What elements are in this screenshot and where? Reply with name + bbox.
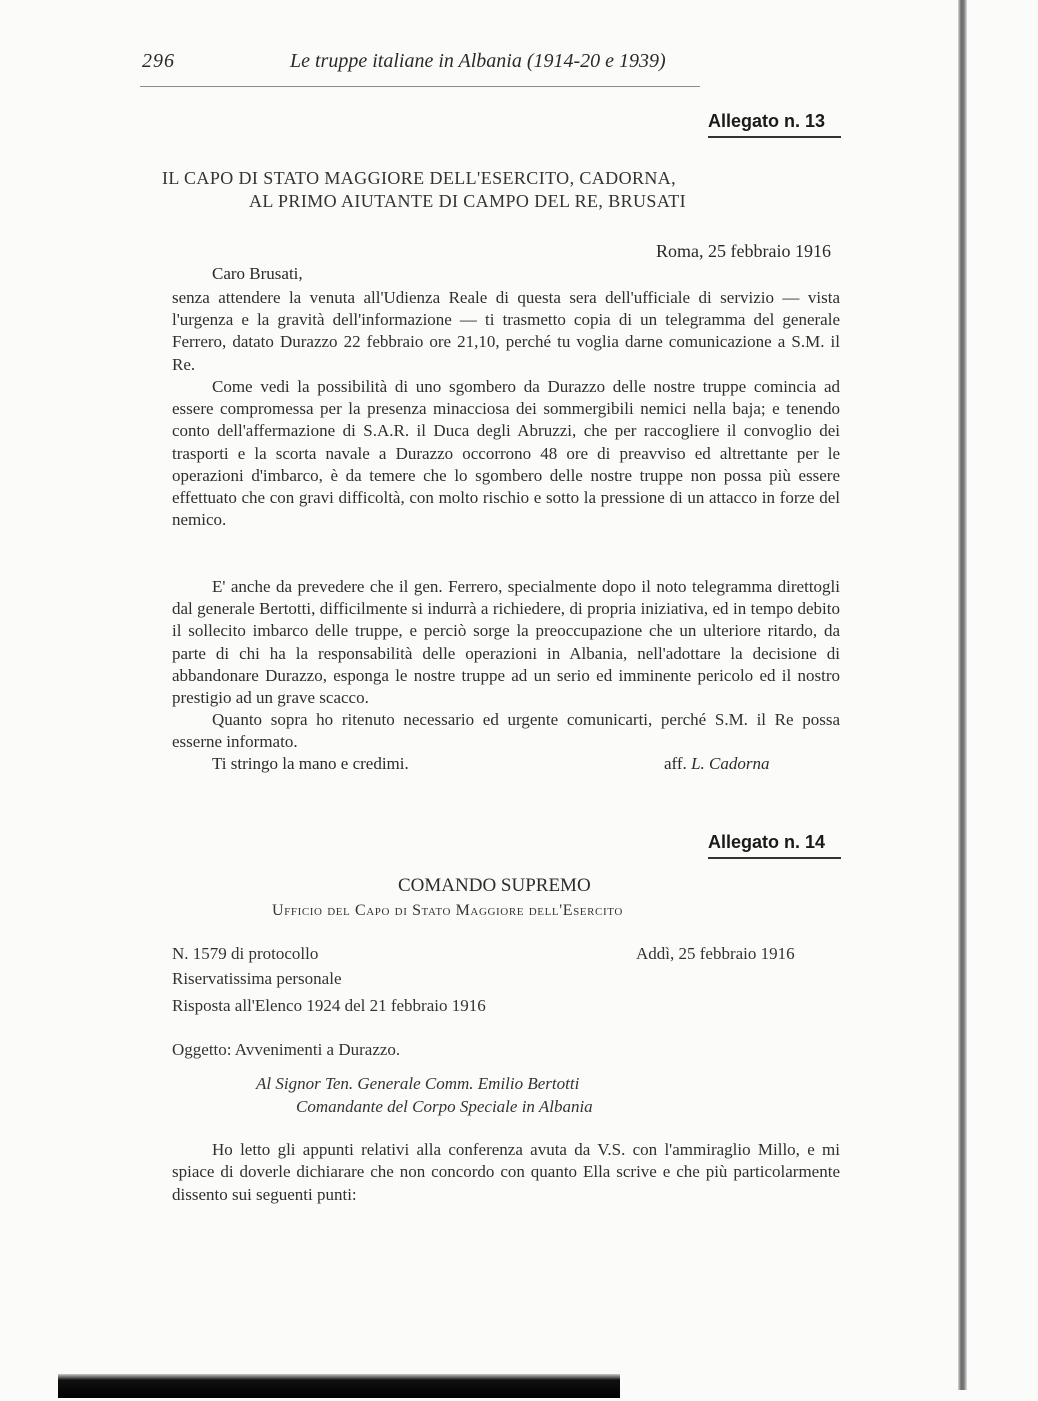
letter-paragraph-4: [172, 709, 840, 753]
letter-closing: Ti stringo la mano e credimi.: [212, 754, 409, 773]
letter-paragraph-2: [172, 376, 840, 531]
signature-name: L. Cadorna: [691, 754, 770, 773]
report-paragraph-1: [172, 1139, 840, 1206]
command-heading: COMANDO SUPREMO: [398, 875, 591, 896]
scan-binding-edge: [958, 0, 967, 1390]
letter-paragraph-1: senza attendere la venuta all'Udienza Reale di questa sera dell'ufficiale di servizio — vista l'urgenza e la gravità dell'informazione — ti trasmetto copia di un telegramma del generale Ferrero, datato Durazzo 22 febbraio ore 21,10, perché tu voglia darne comunicazione a S.M. il Re.: [172, 288, 840, 374]
header-divider: [140, 86, 700, 87]
letter-paragraph-3: [172, 576, 840, 709]
letter-paragraph-3-text: E' anche da prevedere che il gen. Ferrero, specialmente dopo il noto telegramma direttogli dal generale Bertotti, difficilmente si indurrà a richiedere, di propria iniziativa, ed in tempo debito il sollecito imbarco delle truppe, e perciò sorge la preoccupazione che un ulteriore ritardo, da parte di chi ha la responsabilità delle operazioni in Albania, nell'adottare la decisione di abbandonare Durazzo, esponga le nostre truppe ad un serio ed imminente pericolo ed il nostro prestigio ad un grave scacco.: [172, 577, 840, 708]
annex-13-underline: [708, 136, 841, 138]
letter-paragraph-4-text: Quanto sopra ho ritenuto necessario ed urgente comunicarti, perché S.M. il Re possa esserne informato.: [172, 710, 840, 752]
letter-signature: [664, 754, 769, 774]
scan-bottom-shadow: [58, 1374, 620, 1398]
protocol-number: N. 1579 di protocollo: [172, 944, 319, 963]
addressee-line-2: Comandante del Corpo Speciale in Albania: [296, 1097, 593, 1116]
signature-prefix: aff.: [664, 754, 687, 773]
report-paragraph-1-text: Ho letto gli appunti relativi alla conferenza avuta da V.S. con l'ammiraglio Millo, e mi spiace di doverle dichiarare che non concordo con quanto Ella scrive e che più particolarmente dissento sui seguenti punti:: [172, 1140, 840, 1204]
annex-13-title-line-1: IL CAPO DI STATO MAGGIORE DELL'ESERCITO, CADORNA,: [162, 168, 677, 188]
annex-13-label: Allegato n. 13: [708, 111, 826, 131]
letter-salutation: Caro Brusati,: [212, 264, 303, 283]
document-date: Addì, 25 febbraio 1916: [636, 944, 795, 963]
running-title: Le truppe italiane in Albania (1914-20 e 1939): [290, 50, 666, 72]
addressee-line-1: Al Signor Ten. Generale Comm. Emilio Bertotti: [256, 1074, 580, 1093]
office-heading: Ufficio del Capo di Stato Maggiore dell'Esercito: [272, 902, 623, 919]
reply-reference: Risposta all'Elenco 1924 del 21 febbraio 1916: [172, 996, 486, 1015]
letter-paragraph-2-text: Come vedi la possibilità di uno sgombero da Durazzo delle nostre truppe comincia ad essere compromessa per la presenza minacciosa dei sommergibili nemici nella baja; e tenendo conto dell'affermazione di S.A.R. il Duca degli Abruzzi, che per raccogliere il convoglio dei trasporti e la scorta navale a Durazzo occorrono 48 ore di preavviso ed altrettante per le operazioni d'imbarco, è da temere che lo sgombero delle nostre truppe non possa più essere effettuato che con gravi difficoltà, con molto rischio e sotto la pressione di un attacco in forze del nemico.: [172, 377, 840, 530]
page-number: 296: [142, 50, 175, 72]
classification: Riservatissima personale: [172, 969, 342, 988]
subject-line: Oggetto: Avvenimenti a Durazzo.: [172, 1040, 401, 1059]
annex-14-underline: [708, 857, 841, 859]
annex-13-title-line-2: AL PRIMO AIUTANTE DI CAMPO DEL RE, BRUSATI: [249, 191, 687, 211]
letter-place-date: Roma, 25 febbraio 1916: [656, 241, 831, 261]
annex-14-label: Allegato n. 14: [708, 832, 826, 852]
